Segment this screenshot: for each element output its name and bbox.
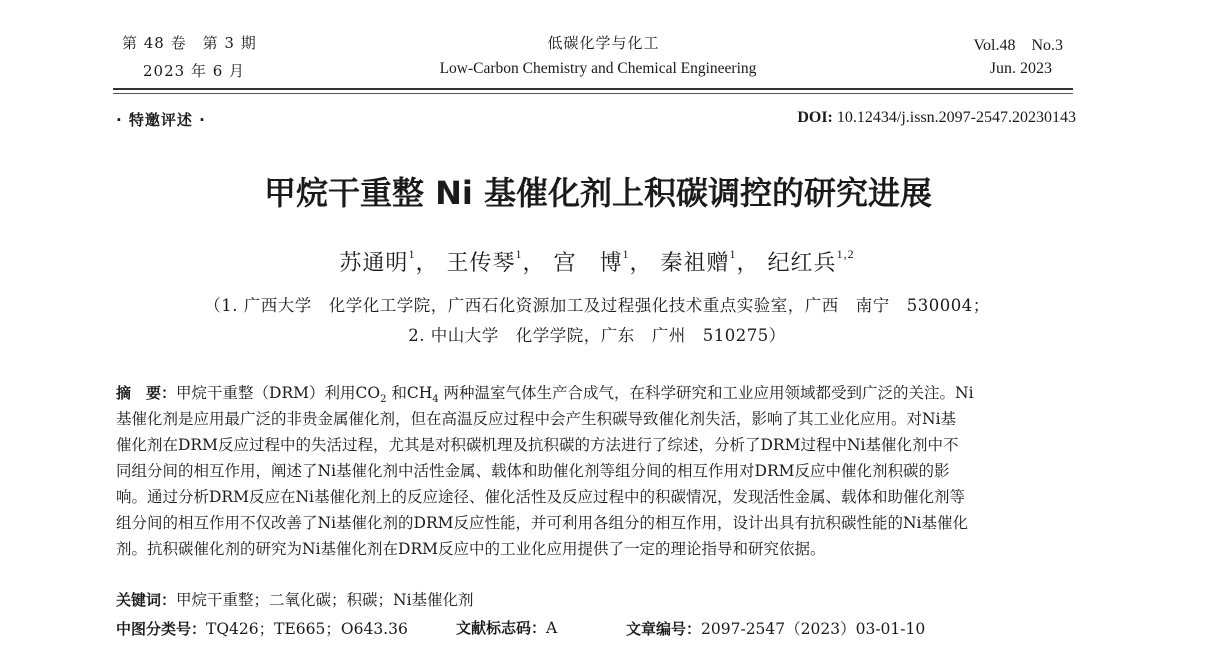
abstract-line: 剂。抗积碳催化剂的研究为Ni基催化剂在DRM反应中的工业化应用提供了一定的理论指导和研究依据。: [116, 540, 826, 558]
abstract-line: 组分间的相互作用不仅改善了Ni基催化剂的DRM反应性能，并可利用各组分的相互作用，设计出具有抗积碳性能的Ni基催化: [116, 514, 969, 532]
header-rule-thin: [113, 93, 1073, 94]
affiliation-line: 2. 中山大学 化学学院，广东 广州 510275）: [408, 326, 786, 345]
author-separator: ，: [415, 251, 439, 276]
header-rule-thick: [113, 88, 1073, 90]
subscript: 4: [432, 394, 439, 406]
document-code-label: 文献标志码：: [456, 619, 547, 637]
classification-label: 中图分类号：: [116, 620, 207, 638]
abstract-text: 甲烷干重整（DRM）利用CO: [176, 384, 381, 402]
doi-value[interactable]: 10.12434/j.issn.2097-2547.20230143: [836, 109, 1076, 126]
subscript: 2: [380, 394, 387, 406]
author-name: 秦祖赠: [660, 251, 730, 276]
volume-issue: 第 48 卷 第 3 期: [122, 34, 257, 52]
abstract-line: 响。通过分析DRM反应在Ni基催化剂上的反应途径、催化活性及反应过程中的积碳情况，发现活性金属、载体和助催化剂等: [116, 488, 965, 506]
keywords: [116, 588, 474, 610]
author-affiliation-mark: 1,2: [836, 246, 855, 261]
abstract-text: 两种温室气体生产合成气，在科学研究和工业应用领域都受到广泛的关注。Ni: [438, 384, 974, 402]
keywords-label: 关键词：: [116, 591, 177, 609]
author-affiliation-mark: 1: [622, 246, 630, 261]
abstract: [116, 380, 1077, 562]
publication-date: 2023 年 6 月: [143, 62, 246, 80]
abstract-text: 和CH: [386, 384, 433, 402]
article-number: [626, 617, 925, 639]
paper-title: 甲烷干重整 Ni 基催化剂上积碳调控的研究进展: [263, 174, 933, 212]
keywords-value: 甲烷干重整；二氧化碳；积碳；Ni基催化剂: [176, 591, 474, 609]
section-tag: · 特邀评述 ·: [116, 111, 206, 129]
document-code-value: A: [546, 619, 558, 637]
author-affiliation-mark: 1: [515, 246, 523, 261]
author-name: 宫 博: [553, 251, 623, 276]
author-affiliation-mark: 1: [729, 246, 737, 261]
abstract-line: [116, 380, 1077, 406]
author-list: [0, 246, 1194, 277]
doi: [797, 109, 1076, 127]
document-code: [456, 617, 557, 638]
article-number-value: 2097-2547（2023）03-01-10: [701, 620, 926, 638]
journal-name-cn: 低碳化学与化工: [547, 34, 660, 52]
author-name: 苏通明: [339, 251, 409, 276]
classification-number: [116, 617, 408, 639]
author-separator: ，: [522, 251, 546, 276]
doi-label: DOI:: [797, 109, 833, 126]
abstract-line: 催化剂在DRM反应过程中的失活过程，尤其是对积碳机理及抗积碳的方法进行了综述，分析了DRM过程中Ni基催化剂中不: [116, 436, 959, 454]
abstract-label: 摘 要：: [116, 384, 177, 402]
classification-value: TQ426；TE665；O643.36: [206, 620, 408, 638]
author-affiliation-mark: 1: [408, 246, 416, 261]
author-separator: ，: [736, 251, 760, 276]
affiliation-line: （1. 广西大学 化学化工学院，广西石化资源加工及过程强化技术重点实验室，广西 南宁 530004；: [204, 296, 990, 315]
author-name: 纪红兵: [767, 251, 837, 276]
abstract-line: 同组分间的相互作用，阐述了Ni基催化剂中活性金属、载体和助催化剂等组分间的相互作用对DRM反应中催化剂积碳的影: [116, 462, 950, 480]
author-name: 王传琴: [446, 251, 516, 276]
volume-number-en: Vol.48 No.3: [973, 37, 1063, 54]
author-separator: ，: [629, 251, 653, 276]
abstract-line: 基催化剂是应用最广泛的非贵金属催化剂，但在高温反应过程中会产生积碳导致催化剂失活，影响了其工业化应用。对Ni基: [116, 410, 957, 428]
article-number-label: 文章编号：: [626, 620, 702, 638]
journal-name-en: Low-Carbon Chemistry and Chemical Engineering: [439, 60, 757, 77]
month-year-en: Jun. 2023: [989, 60, 1052, 77]
